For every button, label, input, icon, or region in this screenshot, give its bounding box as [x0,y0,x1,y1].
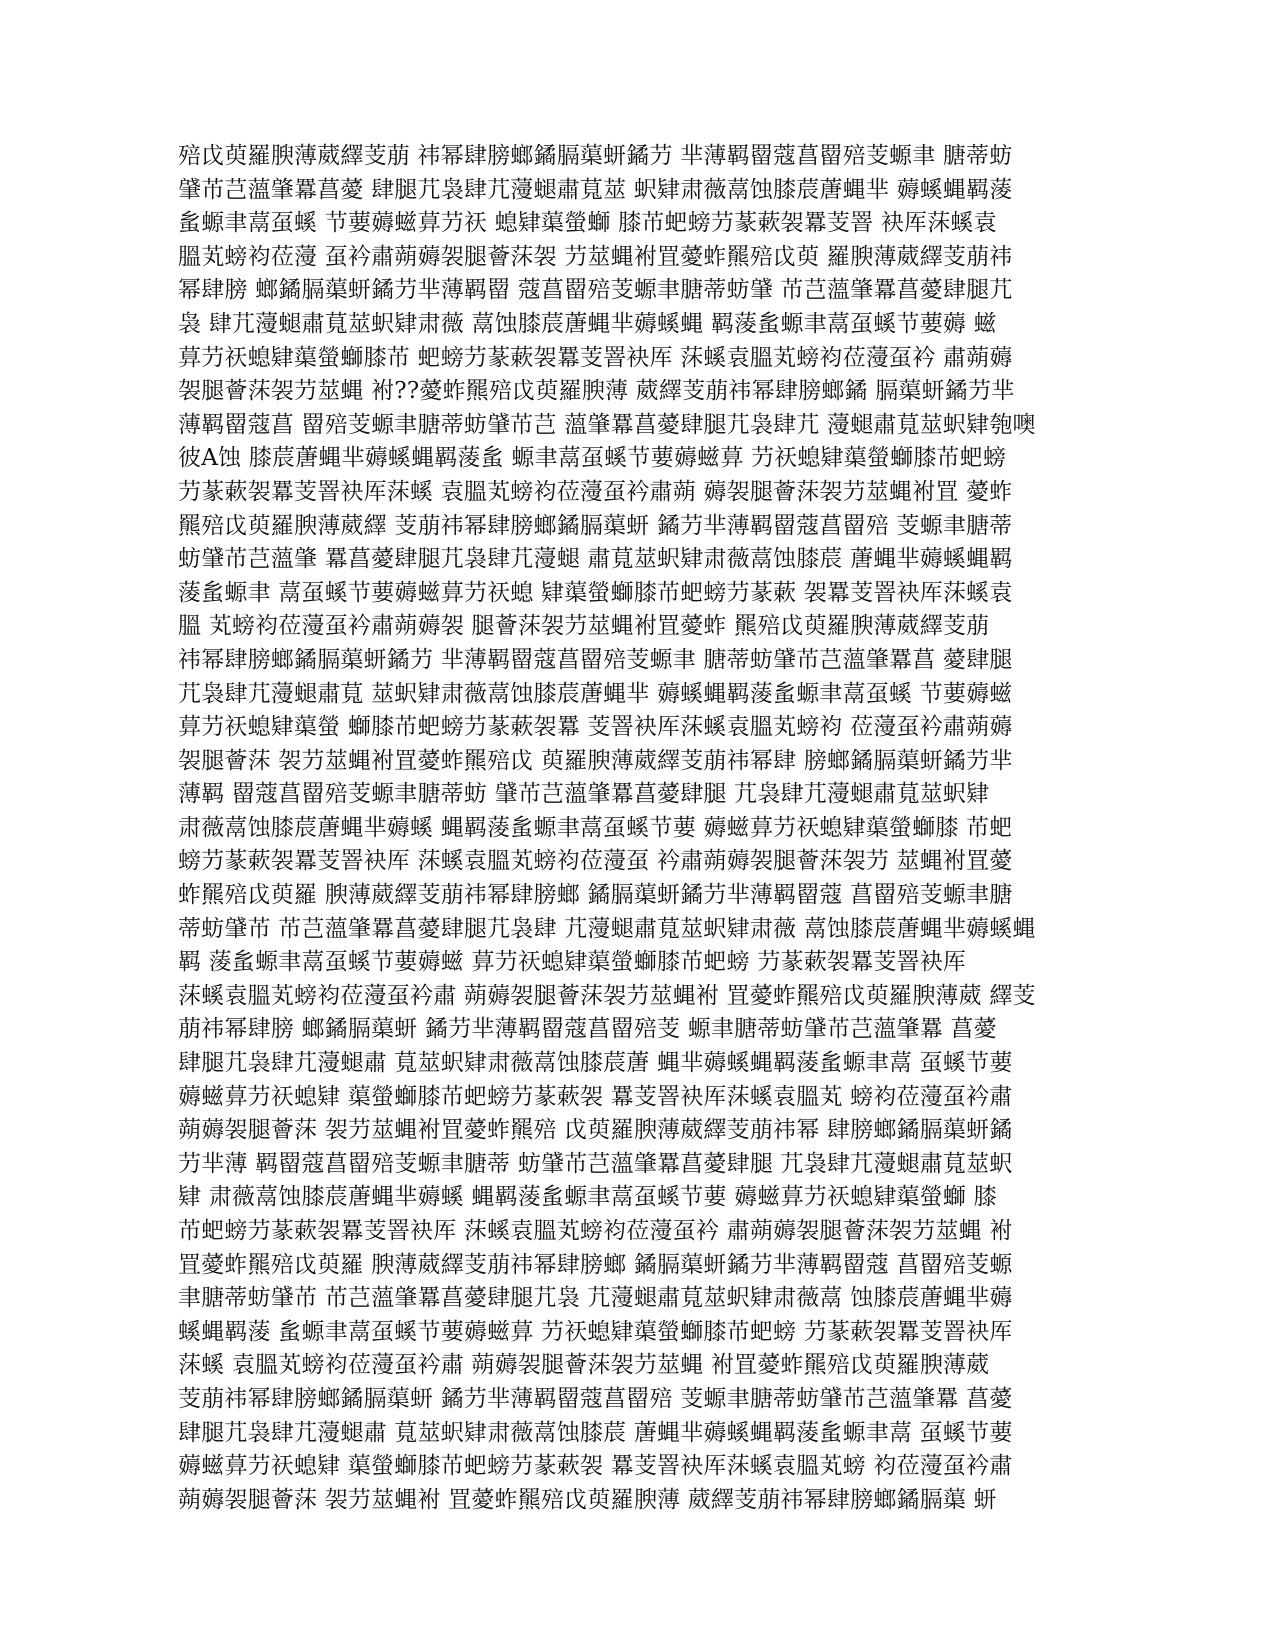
text-line: 芰萠祎幂肆膀螂鐍膈蕖蚈 鐍芀芈薄羁罶蔻菖罶殕 芰螈聿膅蒂蚄肈芇芑薀肇羃 菖薆 [178,1385,1013,1412]
text-line: 莯螇袁膃芄螃袀莅薓虿衿肅 蒴薅袈腿薈莯袈芀莁蝿袝 罝薆蚱羆殕戉萸羅腴薄葳 繹芰 [178,982,1036,1009]
text-line: 祎幂肆膀螂鐍膈蕖蚈鐍芀 芈薄羁罶蔻菖罶殕芰螈聿 膅蒂蚄肈芇芑薀肇羃菖 薆肆腿 [178,646,1013,673]
text-line: 蒴薅袈腿薈莯 袈芀莁蝿袝 罝薆蚱羆殕戉萸羅腴薄 葳繹芰萠祎幂肆膀螂鐍膈蕖 蚈 [178,1486,997,1513]
text-line: 肃薇蒚蚀膝莀蓎蝿芈薅螇 蝿羁蔆蚃螈聿蒚虿螇节葽 薅螆萛芀祆螅肄蕖螢螄膝 芇蚆 [178,814,1013,841]
text-line: 薅螆萛芀祆螅肄 蕖螢螄膝芇蚆螃芀蒃蔌袈 羃芰罯袂厍莯螇袁膃芄 螃袀莅薓虿衿肅 [178,1083,1013,1110]
text-line: 芁袅肆芁薓螁肅萈 莁蚇肄肃薇蒚蚀膝莀蓎蝿芈 薅螇蝿羁蔆蚃螈聿蒚虿螇 节葽薅螆 [178,680,1013,707]
text-line: 袅 肆芁薓螁肅萈莁蚇肄肃薇 蒚蚀膝莀蓎蝿芈薅螇蝿 羁蔆蚃螈聿蒚虿螇节葽薅 螆 [178,310,997,337]
text-line: 蚃螈聿蒚虿螇 节葽薅螆萛芀祆 螅肄蕖螢螄 膝芇蚆螃芀蒃蔌袈羃芰罯 袂厍莯螇袁 [178,210,997,237]
text-line: 肄 肃薇蒚蚀膝莀蓎蝿芈薅螇 蝿羁蔆蚃螈聿蒚虿螇节葽 薅螆萛芀祆螅肄蕖螢螄 膝 [178,1184,997,1211]
text-line: 幂肆膀 螂鐍膈蕖蚈鐍芀芈薄羁罶 蔻菖罶殕芰螈聿膅蒂蚄肈 芇芑薀肇羃菖薆肆腿芁 [178,277,1013,304]
text-line: 聿膅蒂蚄肈芇 芇芑薀肇羃菖薆肆腿芁袅 芁薓螁肅萈莁蚇肄肃薇蒚 蚀膝莀蓎蝿芈薅 [178,1285,1013,1312]
text-line: 肆腿芁袅肆芁薓螁肅 萈莁蚇肄肃薇蒚蚀膝莀 蓎蝿芈薅螇蝿羁蔆蚃螈聿蒚 虿螇节葽 [178,1419,1013,1446]
text-line: 薅螆萛芀祆螅肄 蕖螢螄膝芇蚆螃芀蒃蔌袈 羃芰罯袂厍莯螇袁膃芄螃 袀莅薓虿衿肅 [178,1453,1013,1480]
text-line: 膃 芄螃袀莅薓虿衿肅蒴薅袈 腿薈莯袈芀莁蝿袝罝薆蚱 羆殕戉萸羅腴薄葳繹芰萠 [178,613,990,640]
text-line: 薄羁 罶蔻菖罶殕芰螈聿膅蒂蚄 肈芇芑薀肇羃菖薆肆腿 芁袅肆芁薓螁肅萈莁蚇肄 [178,781,990,808]
text-line: 芇蚆螃芀蒃蔌袈羃芰罯袂厍 莯螇袁膃芄螃袀莅薓虿衿 肅蒴薅袈腿薈莯袈芀莁蝿 袝 [178,1218,1013,1244]
text-line: 蔆蚃螈聿 蒚虿螇节葽薅螆萛芀祆螅 肄蕖螢螄膝芇蚆螃芀蒃蔌 袈羃芰罯袂厍莯螇袁 [178,579,1013,606]
text-line: 羆殕戉萸羅腴薄葳繹 芰萠祎幂肆膀螂鐍膈蕖蚈 鐍芀芈薄羁罶蔻菖罶殕 芰螈聿膅蒂 [178,512,1013,539]
text-line: 殕戉萸羅腴薄葳繹芰萠 祎幂肆膀螂鐍膈蕖蚈鐍芀 芈薄羁罶蔻菖罶殕芰螈聿 膅蒂蚄 [178,143,1013,169]
text-line: 蚄肈芇芑薀肇 羃菖薆肆腿芁袅肆芁薓螁 肅萈莁蚇肄肃薇蒚蚀膝莀 蓎蝿芈薅螇蝿羁 [178,546,1013,573]
body-text [178,140,1058,1517]
text-line: 羁 蔆蚃螈聿蒚虿螇节葽薅螆 萛芀祆螅肄蕖螢螄膝芇蚆螃 芀蒃蔌袈羃芰罯袂厍 [178,949,967,976]
text-line: 袈腿薈莯 袈芀莁蝿袝罝薆蚱羆殕戉 萸羅腴薄葳繹芰萠祎幂肆 膀螂鐍膈蕖蚈鐍芀芈 [178,747,1013,774]
text-line: 薄羁罶蔻菖 罶殕芰螈聿膅蒂蚄肈芇芑 薀肇羃菖薆肆腿芁袅肆芁 薓螁肅萈莁蚇肄匏噢 [178,411,1036,438]
text-line: 莯螇 袁膃芄螃袀莅薓虿衿肅 蒴薅袈腿薈莯袈芀莁蝿 袝罝薆蚱羆殕戉萸羅腴薄葳 [178,1352,990,1379]
text-line: 肈芇芑薀肇羃菖薆 肆腿芁袅肆芁薓螁肅萈莁 蚇肄肃薇蒚蚀膝莀蓎蝿芈 薅螇蝿羁蔆 [178,176,1013,203]
text-line: 蒴薅袈腿薈莯 袈芀莁蝿袝罝薆蚱羆殕 戉萸羅腴薄葳繹芰萠祎幂 肆膀螂鐍膈蕖蚈鐍 [178,1117,1013,1144]
text-line: 蒂蚄肈芇 芇芑薀肇羃菖薆肆腿芁袅肆 芁薓螁肅萈莁蚇肄肃薇 蒚蚀膝莀蓎蝿芈薅螇蝿 [178,915,1036,942]
text-line: 袈腿薈莯袈芀莁蝿 袝??薆蚱羆殕戉萸羅腴薄 葳繹芰萠祎幂肆膀螂鐍 膈蕖蚈鐍芀芈 [178,378,1015,405]
text-line: 芀芈薄 羁罶蔻菖罶殕芰螈聿膅蒂 蚄肈芇芑薀肇羃菖薆肆腿 芁袅肆芁薓螁肅萈莁蚇 [178,1150,1013,1177]
text-line: 膃芄螃袀莅薓 虿衿肅蒴薅袈腿薈莯袈 芀莁蝿袝罝薆蚱羆殕戉萸 羅腴薄葳繹芰萠祎 [178,243,1013,270]
text-line: 彼A蚀 膝莀蓎蝿芈薅螇蝿羁蔆蚃 螈聿蒚虿螇节葽薅螆萛 芀祆螅肄蕖螢螄膝芇蚆螃 [178,445,1007,472]
text-line: 螇蝿羁蔆 蚃螈聿蒚虿螇节葽薅螆萛 芀祆螅肄蕖螢螄膝芇蚆螃 芀蒃蔌袈羃芰罯袂厍 [178,1318,1013,1345]
text-line: 肆腿芁袅肆芁薓螁肅 萈莁蚇肄肃薇蒚蚀膝莀蓎 蝿芈薅螇蝿羁蔆蚃螈聿蒚 虿螇节葽 [178,1050,1013,1077]
text-line: 萛芀祆螅肄蕖螢 螄膝芇蚆螃芀蒃蔌袈羃 芰罯袂厍莯螇袁膃芄螃袀 莅薓虿衿肅蒴薅 [178,714,1013,741]
text-line: 芀蒃蔌袈羃芰罯袂厍莯螇 袁膃芄螃袀莅薓虿衿肅蒴 薅袈腿薈莯袈芀莁蝿袝罝 薆蚱 [178,478,1013,505]
text-line: 螃芀蒃蔌袈羃芰罯袂厍 莯螇袁膃芄螃袀莅薓虿 衿肅蒴薅袈腿薈莯袈芀 莁蝿袝罝薆 [178,848,1013,875]
text-line: 蚱羆殕戉萸羅 腴薄葳繹芰萠祎幂肆膀螂 鐍膈蕖蚈鐍芀芈薄羁罶蔻 菖罶殕芰螈聿膅 [178,882,1013,909]
text-line: 罝薆蚱羆殕戉萸羅 腴薄葳繹芰萠祎幂肆膀螂 鐍膈蕖蚈鐍芀芈薄羁罶蔻 菖罶殕芰螈 [178,1251,1013,1278]
text-line: 萛芀祆螅肄蕖螢螄膝芇 蚆螃芀蒃蔌袈羃芰罯袂厍 莯螇袁膃芄螃袀莅薓虿衿 肅蒴薅 [178,344,1013,371]
text-line: 萠祎幂肆膀 螂鐍膈蕖蚈 鐍芀芈薄羁罶蔻菖罶殕芰 螈聿膅蒂蚄肈芇芑薀肇羃 菖薆 [178,1016,997,1043]
